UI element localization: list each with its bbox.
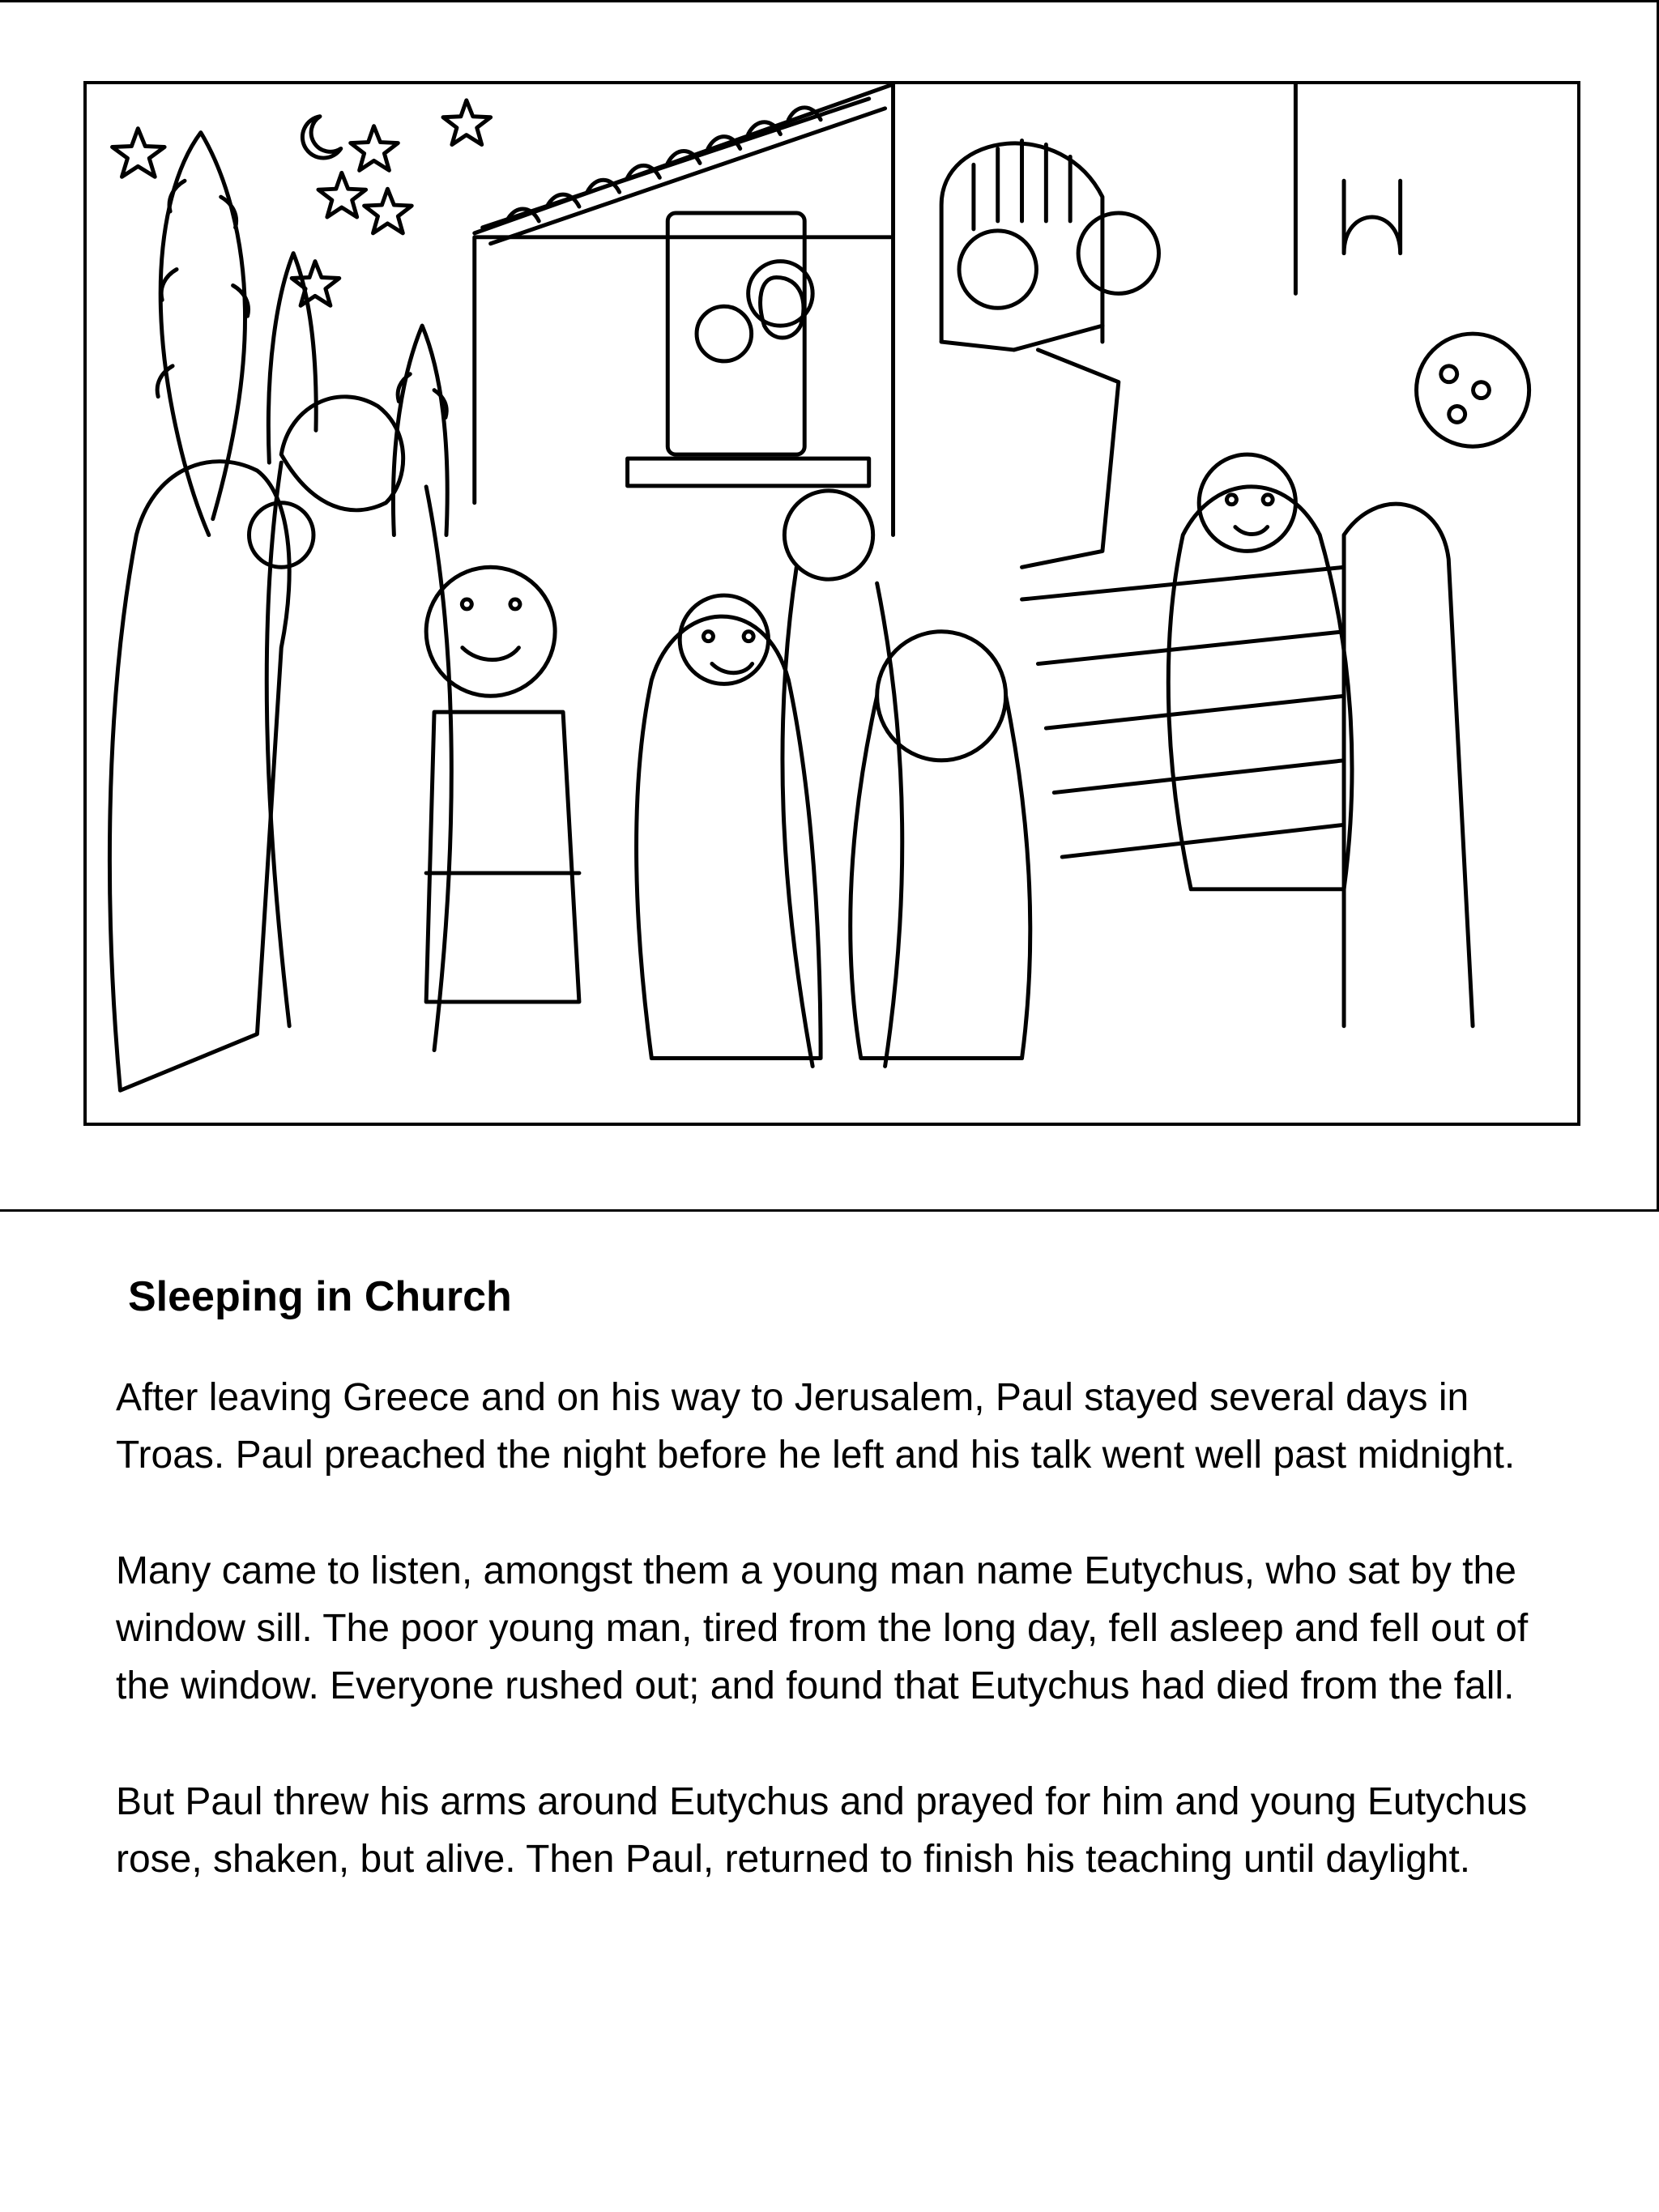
moon-icon xyxy=(302,117,340,158)
window-sill xyxy=(628,458,869,486)
story-paragraph-1: After leaving Greece and on his way to Jerusalem, Paul stayed several days in Troas. Paul preached the night before he left and his talk went well past midnight. xyxy=(116,1376,1516,1477)
doorway xyxy=(941,141,1158,350)
star-icon xyxy=(365,189,412,233)
star-icon xyxy=(351,126,399,171)
coloring-illustration xyxy=(83,81,1580,1126)
crowd xyxy=(109,397,1352,1090)
staircase xyxy=(1022,84,1529,1026)
story-paragraph-3: But Paul threw his arms around Eutychus and prayed for him and young Eutychus rose, shaken, but alive. Then Paul, returned to finish his teaching until daylight. xyxy=(116,1780,1528,1882)
trees xyxy=(157,133,447,535)
house-window xyxy=(667,213,804,454)
story-title: Sleeping in Church xyxy=(128,1273,512,1320)
star-icon xyxy=(318,173,366,217)
star-icon xyxy=(113,129,165,177)
story-paragraph-2: Many came to listen, amongst them a young man name Eutychus, who sat by the window sill. The poor young man, tired from the long day, fell asleep and fell out of the window. Everyone rushed out; and found that Eutychus had died from the fall. xyxy=(116,1549,1529,1708)
star-icon xyxy=(443,100,491,145)
story-text xyxy=(116,1272,1558,1946)
house xyxy=(475,84,893,535)
